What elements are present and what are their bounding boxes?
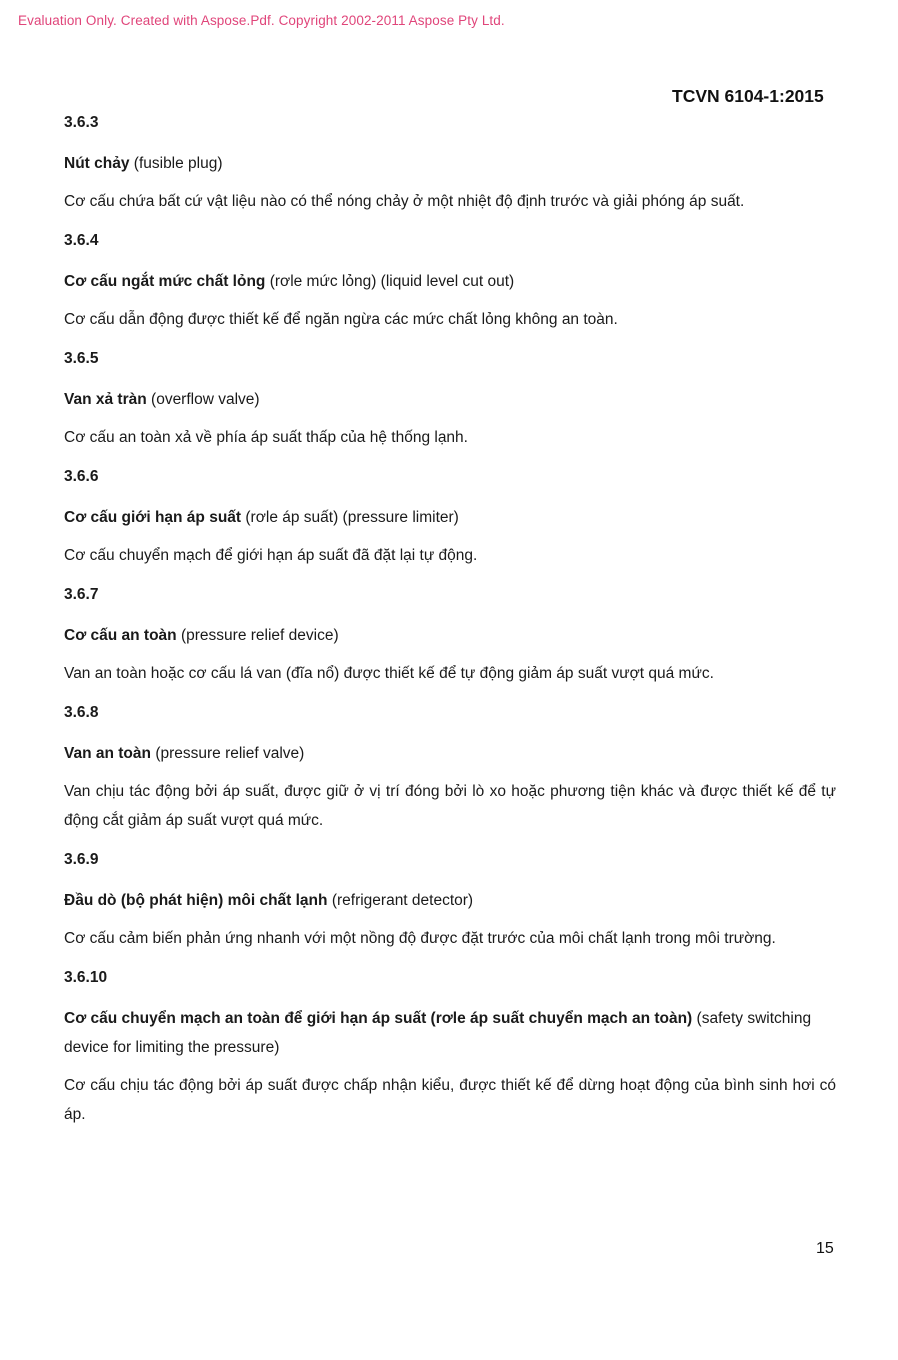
term-vi: Van xả tràn (64, 391, 147, 408)
entry-3-6-4 (64, 228, 836, 334)
entry-definition: Van an toàn hoặc cơ cấu lá van (đĩa nổ) được thiết kế để tự động giảm áp suất vượt quá mức. (64, 665, 714, 682)
term-en: (safety switching device for limiting the pressure) (64, 1010, 812, 1056)
entry-term (64, 739, 836, 768)
term-vi: Nút chảy (64, 155, 130, 172)
entry-term (64, 621, 836, 650)
entry-number: 3.6.6 (64, 468, 99, 485)
entry-number: 3.6.3 (64, 114, 99, 131)
entry-3-6-8 (64, 700, 836, 835)
entry-term (64, 503, 836, 532)
term-vi: Cơ cấu ngắt mức chất lỏng (64, 273, 266, 290)
standard-code: TCVN 6104-1:2015 (672, 86, 824, 106)
term-en: (rơle mức lỏng) (liquid level cut out) (269, 273, 515, 290)
entry-term (64, 149, 836, 178)
term-en: (refrigerant detector) (331, 892, 474, 909)
term-vi: Cơ cấu giới hạn áp suất (64, 509, 242, 526)
entry-definition: Cơ cấu dẫn động được thiết kế để ngăn ngừa các mức chất lỏng không an toàn. (64, 311, 618, 328)
term-en: (pressure relief valve) (155, 745, 305, 762)
entry-3-6-9 (64, 847, 836, 953)
entry-number: 3.6.7 (64, 586, 99, 603)
entry-number: 3.6.5 (64, 350, 99, 367)
term-vi: Van an toàn (64, 745, 151, 762)
entry-definition: Cơ cấu an toàn xả về phía áp suất thấp của hệ thống lạnh. (64, 429, 468, 446)
entry-definition: Cơ cấu chuyển mạch để giới hạn áp suất đã đặt lại tự động. (64, 547, 478, 564)
document-body (64, 110, 836, 1141)
term-en: (overflow valve) (151, 391, 260, 408)
entry-3-6-10 (64, 965, 836, 1129)
entry-3-6-6 (64, 464, 836, 570)
term-vi: Cơ cấu an toàn (64, 627, 177, 644)
term-vi: Cơ cấu chuyển mạch an toàn để giới hạn áp suất (rơle áp suất chuyển mạch an toàn) (64, 1010, 693, 1027)
entry-number: 3.6.10 (64, 969, 108, 986)
term-en: (fusible plug) (133, 155, 223, 172)
entry-term (64, 267, 836, 296)
entry-3-6-7 (64, 582, 836, 688)
entry-definition: Cơ cấu chứa bất cứ vật liệu nào có thể nóng chảy ở một nhiệt độ định trước và giải phóng áp suất. (64, 193, 745, 210)
entry-definition: Cơ cấu cảm biến phản ứng nhanh với một nồng độ được đặt trước của môi chất lạnh trong môi trường. (64, 930, 776, 947)
watermark-text: Evaluation Only. Created with Aspose.Pdf. Copyright 2002-2011 Aspose Pty Ltd. (18, 13, 505, 28)
page-number: 15 (816, 1240, 834, 1257)
entry-3-6-3 (64, 110, 836, 216)
term-vi: Đầu dò (bộ phát hiện) môi chất lạnh (64, 892, 328, 909)
term-en: (rơle áp suất) (pressure limiter) (245, 509, 459, 526)
entry-definition: Van chịu tác động bởi áp suất, được giữ ở vị trí đóng bởi lò xo hoặc phương tiện khác và được thiết kế để tự động cắt giảm áp suất vượt quá mức. (64, 783, 836, 829)
entry-term (64, 385, 836, 414)
entry-number: 3.6.4 (64, 232, 99, 249)
entry-definition: Cơ cấu chịu tác động bởi áp suất được chấp nhận kiểu, được thiết kế để dừng hoạt động của bình sinh hơi có áp. (64, 1077, 836, 1123)
entry-number: 3.6.8 (64, 704, 99, 721)
entry-3-6-5 (64, 346, 836, 452)
entry-number: 3.6.9 (64, 851, 99, 868)
term-en: (pressure relief device) (180, 627, 339, 644)
entry-term (64, 886, 836, 915)
entry-term (64, 1004, 836, 1062)
